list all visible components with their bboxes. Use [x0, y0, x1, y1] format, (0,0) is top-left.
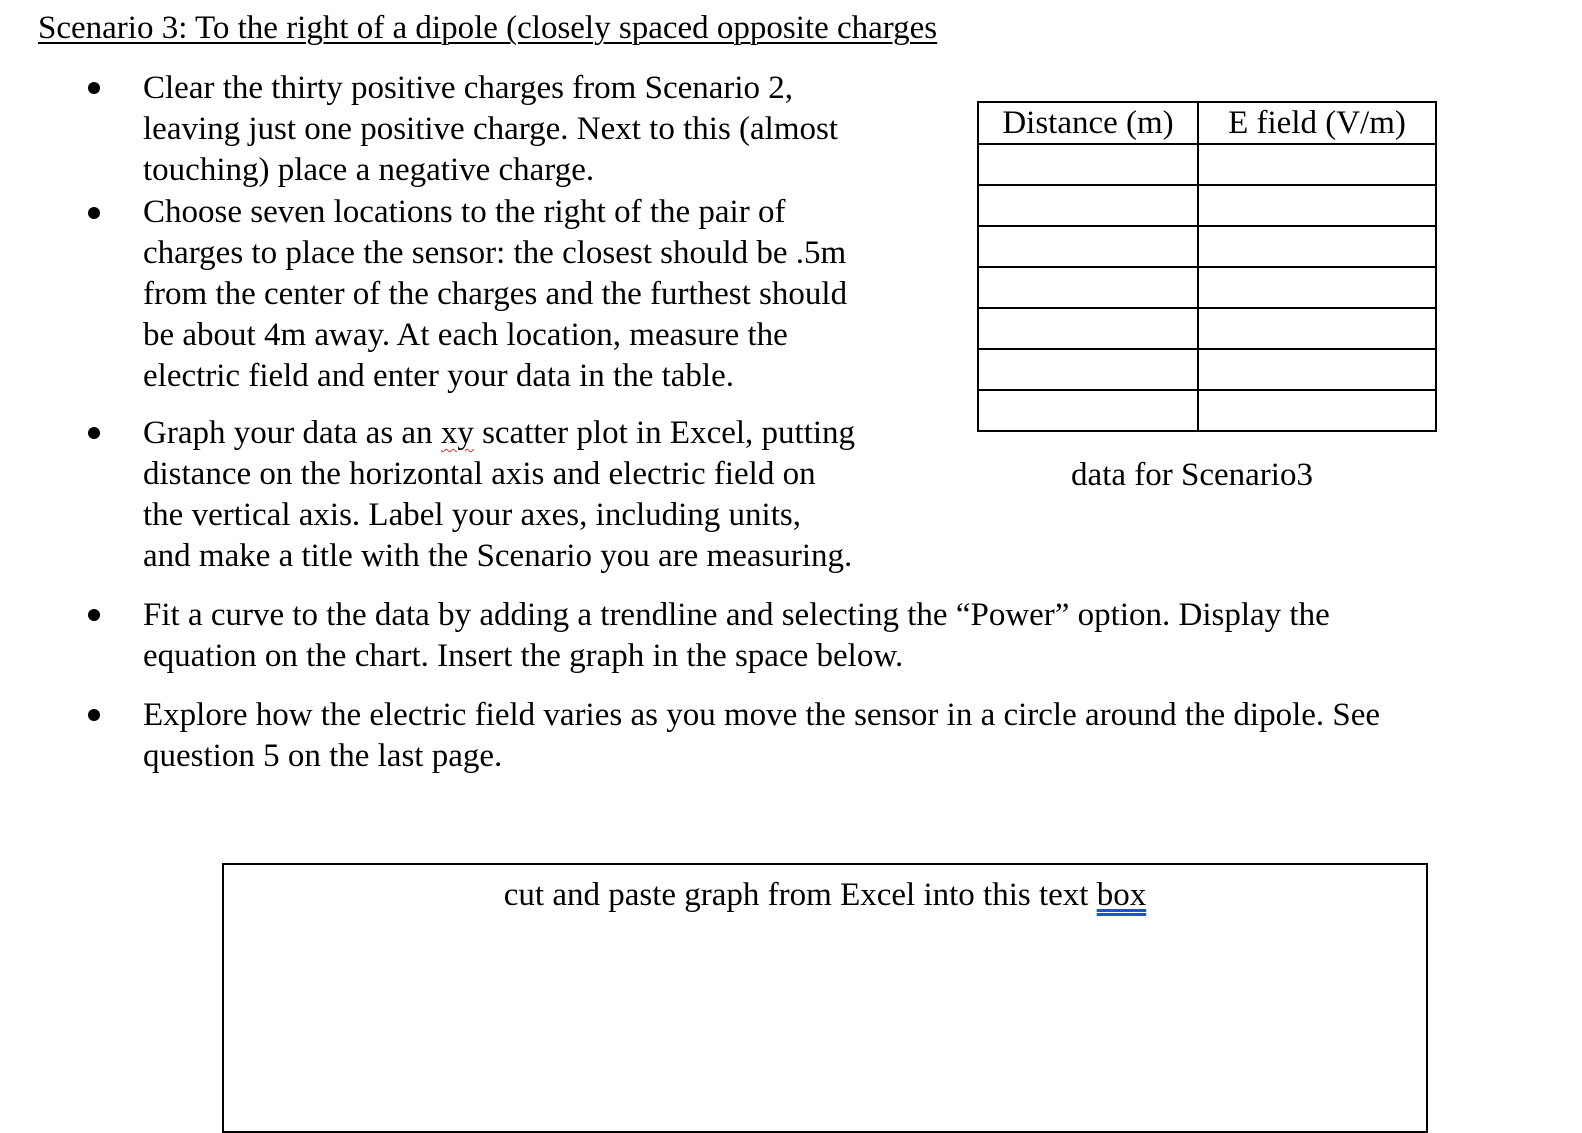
table-row [978, 390, 1436, 431]
table-cell[interactable] [1198, 226, 1436, 267]
text-line: question 5 on the last page. [143, 738, 503, 774]
table-cell[interactable] [1198, 267, 1436, 308]
instruction-2 [143, 192, 847, 397]
table-row [978, 144, 1436, 185]
table-cell[interactable] [978, 144, 1198, 185]
instruction-4 [143, 595, 1330, 677]
text-segment: scatter plot in Excel, putting [473, 415, 856, 451]
table-row [978, 226, 1436, 267]
bullet-dot [88, 709, 100, 721]
table-cell[interactable] [1198, 185, 1436, 226]
graph-box-link-word: box [1096, 877, 1147, 913]
text-line: and make a title with the Scenario you are measuring. [143, 538, 853, 574]
column-header-efield: E field (V/m) [1198, 102, 1436, 144]
table-cell[interactable] [978, 226, 1198, 267]
graph-box-instruction [224, 873, 1426, 917]
table-cell[interactable] [978, 308, 1198, 349]
text-line: touching) place a negative charge. [143, 152, 595, 188]
text-line: from the center of the charges and the furthest should [143, 276, 848, 312]
table-cell[interactable] [1198, 349, 1436, 390]
table-header-row [978, 102, 1436, 144]
page-heading: Scenario 3: To the right of a dipole (closely spaced opposite charges [38, 10, 938, 46]
table-row [978, 185, 1436, 226]
text-line: leaving just one positive charge. Next to this (almost [143, 111, 839, 147]
table-cell[interactable] [978, 349, 1198, 390]
column-header-distance: Distance (m) [978, 102, 1198, 144]
graph-text-box[interactable] [222, 863, 1428, 1133]
bullet-dot [88, 427, 100, 439]
table-cell[interactable] [978, 390, 1198, 431]
text-line: distance on the horizontal axis and electric field on [143, 456, 816, 492]
table-cell[interactable] [1198, 390, 1436, 431]
text-line: charges to place the sensor: the closest should be .5m [143, 235, 847, 271]
table-row [978, 349, 1436, 390]
text-line: Fit a curve to the data by adding a trendline and selecting the “Power” option. Display the [143, 597, 1330, 633]
text-line: the vertical axis. Label your axes, including units, [143, 497, 801, 533]
text-line: electric field and enter your data in the table. [143, 358, 734, 394]
text-line [143, 413, 855, 454]
instruction-1 [143, 68, 838, 191]
text-line: Clear the thirty positive charges from Scenario 2, [143, 70, 794, 106]
table-cell[interactable] [1198, 308, 1436, 349]
table-cell[interactable] [978, 185, 1198, 226]
table-cell[interactable] [1198, 144, 1436, 185]
text-segment: Graph your data as an [143, 415, 441, 451]
text-line: Explore how the electric field varies as you move the sensor in a circle around the dipole. See [143, 697, 1381, 733]
table-caption: data for Scenario3 [1071, 457, 1313, 493]
table-row [978, 267, 1436, 308]
text-line: be about 4m away. At each location, measure the [143, 317, 788, 353]
bullet-dot [88, 82, 100, 94]
instruction-3 [143, 413, 855, 577]
data-table [977, 101, 1437, 432]
bullet-dot [88, 609, 100, 621]
text-line: Choose seven locations to the right of the pair of [143, 194, 786, 230]
text-line: equation on the chart. Insert the graph in the space below. [143, 638, 904, 674]
instruction-5 [143, 695, 1380, 777]
table-cell[interactable] [978, 267, 1198, 308]
bullet-dot [88, 207, 100, 219]
table-row [978, 308, 1436, 349]
text-segment: cut and paste graph from Excel into this text [503, 877, 1097, 913]
spellcheck-flagged-word: xy [440, 415, 474, 451]
